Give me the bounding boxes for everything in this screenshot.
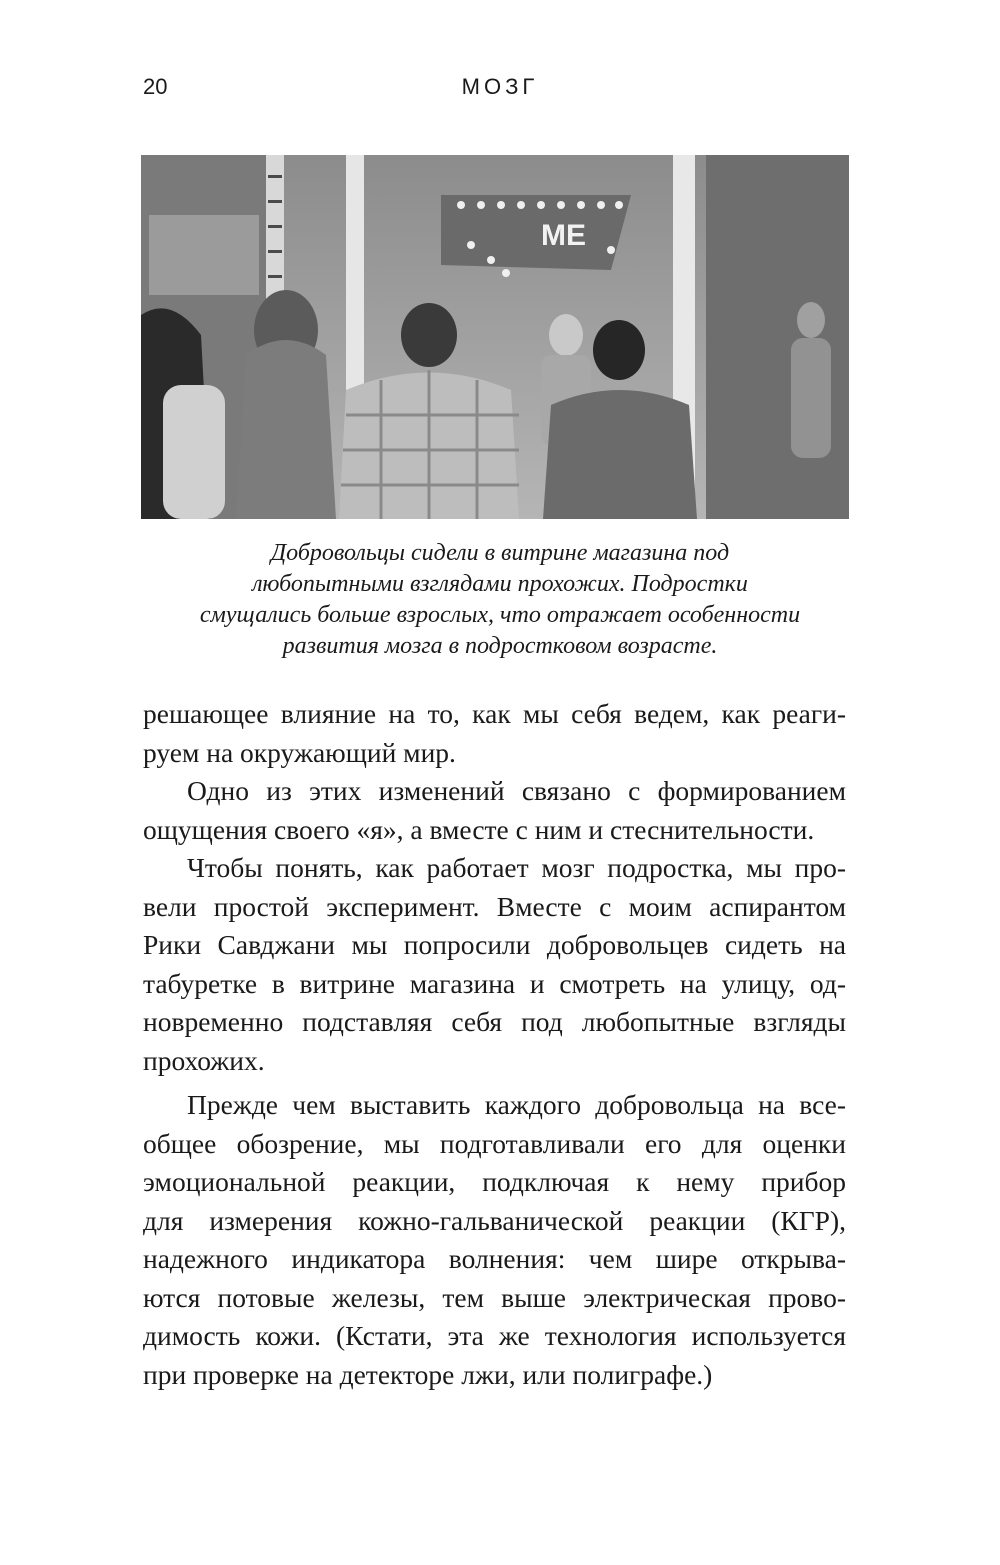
- paragraph: [143, 849, 846, 1080]
- text-line: новременно подставляя себя под любопытные взгляды: [143, 1006, 846, 1037]
- text-line: Прежде чем выставить каждого добровольца на все-: [187, 1089, 846, 1120]
- text-line: Рики Савджани мы попросили добровольцев сидеть на: [143, 929, 846, 960]
- page-header: [143, 74, 857, 106]
- caption-line: Добровольцы сидели в витрине магазина под: [270, 540, 730, 566]
- text-line: Одно из этих изменений связано с формированием: [187, 775, 846, 806]
- text-line: решающее влияние на то, как мы себя ведем, как реаги-: [143, 698, 846, 729]
- caption-line: развития мозга в подростковом возрасте.: [282, 633, 718, 659]
- paragraph: [143, 695, 846, 772]
- running-title: МОЗГ: [461, 74, 539, 99]
- text-line: надежного индикатора волнения: чем шире открыва-: [143, 1243, 846, 1274]
- text-line: для измерения кожно-гальванической реакции (КГР),: [143, 1204, 846, 1236]
- body-text: [143, 695, 846, 1394]
- text-line: руем на окружающий мир.: [143, 736, 456, 768]
- text-line: табуретке в витрине магазина и смотреть на улицу, од-: [143, 967, 846, 999]
- paragraph: [143, 772, 846, 849]
- caption-line: любопытными взглядами прохожих. Подростки: [252, 571, 748, 597]
- text-line: ются потовые железы, тем выше электрическая прово-: [143, 1281, 846, 1313]
- text-line: Чтобы понять, как работает мозг подростка, мы про-: [187, 852, 846, 883]
- text-line: димость кожи. (Кстати, эта же технология используется: [143, 1320, 846, 1351]
- illustration-photo: [141, 155, 849, 519]
- text-line: общее обозрение, мы подготавливали его для оценки: [143, 1127, 846, 1159]
- paragraph: [143, 1086, 846, 1394]
- caption-line: смущались больше взрослых, что отражает особенности: [199, 602, 801, 628]
- text-line: при проверке на детекторе лжи, или полиграфе.): [143, 1358, 713, 1390]
- text-line: ощущения своего «я», а вместе с ним и стеснительности.: [143, 813, 815, 845]
- text-line: вели простой эксперимент. Вместе с моим аспирантом: [143, 890, 846, 922]
- figure-caption: [150, 538, 850, 662]
- sign-text: ME: [541, 219, 586, 252]
- text-line: эмоциональной реакции, подключая к нему прибор: [143, 1166, 846, 1197]
- text-line: прохожих.: [143, 1044, 265, 1076]
- page-number: 20: [143, 74, 168, 99]
- storefront-photo: [141, 155, 849, 519]
